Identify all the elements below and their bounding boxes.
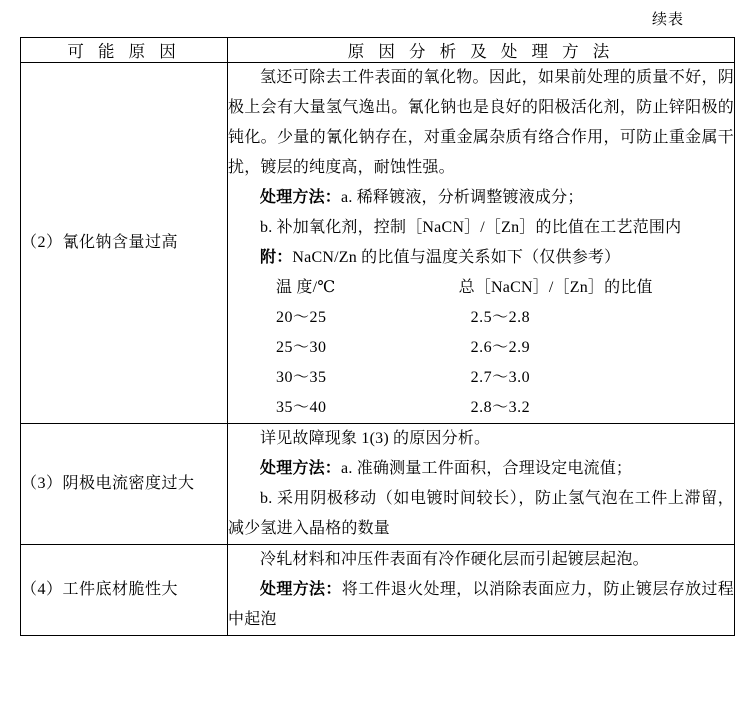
analysis-cell [228, 545, 735, 636]
cause-cell: （4）工件底材脆性大 [21, 545, 228, 636]
column-header-cause: 可 能 原 因 [21, 38, 228, 63]
analysis-paragraph: 详见故障现象 1(3) 的原因分析。 [260, 430, 491, 447]
method-line-a [228, 454, 734, 484]
table-row [21, 424, 735, 545]
method-label: 处理方法： [260, 581, 342, 598]
method-line-a [228, 183, 734, 213]
method-label: 处理方法： [260, 460, 342, 477]
table-row [21, 545, 735, 636]
analysis-cell [228, 424, 735, 545]
fault-analysis-table [20, 37, 735, 636]
note-label: 附： [260, 249, 293, 266]
analysis-paragraph: 氢还可除去工件表面的氧化物。因此，如果前处理的质量不好，阴极上会有大量氢气逸出。氰化钠也是良好的阳极活化剂，防止锌阳极的钝化。少量的氰化钠存在，对重金属杂质有络合作用，可防止重金属干扰，镀层的纯度高，耐蚀性强。 [228, 69, 734, 176]
note-line [228, 243, 734, 273]
method-line-b: b. 采用阴极移动（如电镀时间较长），防止氢气泡在工件上滞留，减少氢进入晶格的数量 [228, 490, 734, 537]
ratio-temperature: 25～30 [276, 339, 327, 356]
method-label: 处理方法： [260, 189, 342, 206]
method-line-b: b. 补加氧化剂，控制［NaCN］/［Zn］的比值在工艺范围内 [260, 219, 682, 236]
ratio-row [228, 303, 734, 333]
table-row [21, 63, 735, 424]
ratio-value: 2.5～2.8 [470, 309, 531, 326]
note-text: NaCN/Zn 的比值与温度关系如下（仅供参考） [292, 249, 621, 266]
ratio-table [228, 273, 734, 423]
cause-cell: （3）阴极电流密度过大 [21, 424, 228, 545]
method-text-a: 将工件退火处理，以消除表面应力，防止镀层存放过程中起泡 [228, 581, 734, 628]
ratio-value: 2.6～2.9 [470, 339, 531, 356]
ratio-value: 2.7～3.0 [470, 369, 531, 386]
method-text-a: a. 准确测量工件面积，合理设定电流值； [341, 460, 633, 477]
ratio-value: 2.8～3.2 [470, 399, 531, 416]
method-text-a: a. 稀释镀液，分析调整镀液成分； [341, 189, 584, 206]
column-header-analysis: 原 因 分 析 及 处 理 方 法 [228, 38, 735, 63]
analysis-cell [228, 63, 735, 424]
cause-cell: （2）氰化钠含量过高 [21, 63, 228, 424]
ratio-header-temperature: 温 度/℃ [276, 279, 336, 296]
method-line-a [228, 575, 734, 635]
ratio-temperature: 20～25 [276, 309, 327, 326]
table-header-row [21, 38, 735, 63]
ratio-header-ratio: 总［NaCN］/［Zn］的比值 [458, 279, 653, 296]
ratio-temperature: 30～35 [276, 369, 327, 386]
ratio-row [228, 363, 734, 393]
ratio-row [228, 393, 734, 423]
analysis-paragraph: 冷轧材料和冲压件表面有冷作硬化层而引起镀层起泡。 [260, 551, 649, 568]
ratio-header-row [228, 273, 734, 303]
ratio-row [228, 333, 734, 363]
continued-table-label: 续表 [651, 12, 684, 28]
ratio-temperature: 35～40 [276, 399, 327, 416]
